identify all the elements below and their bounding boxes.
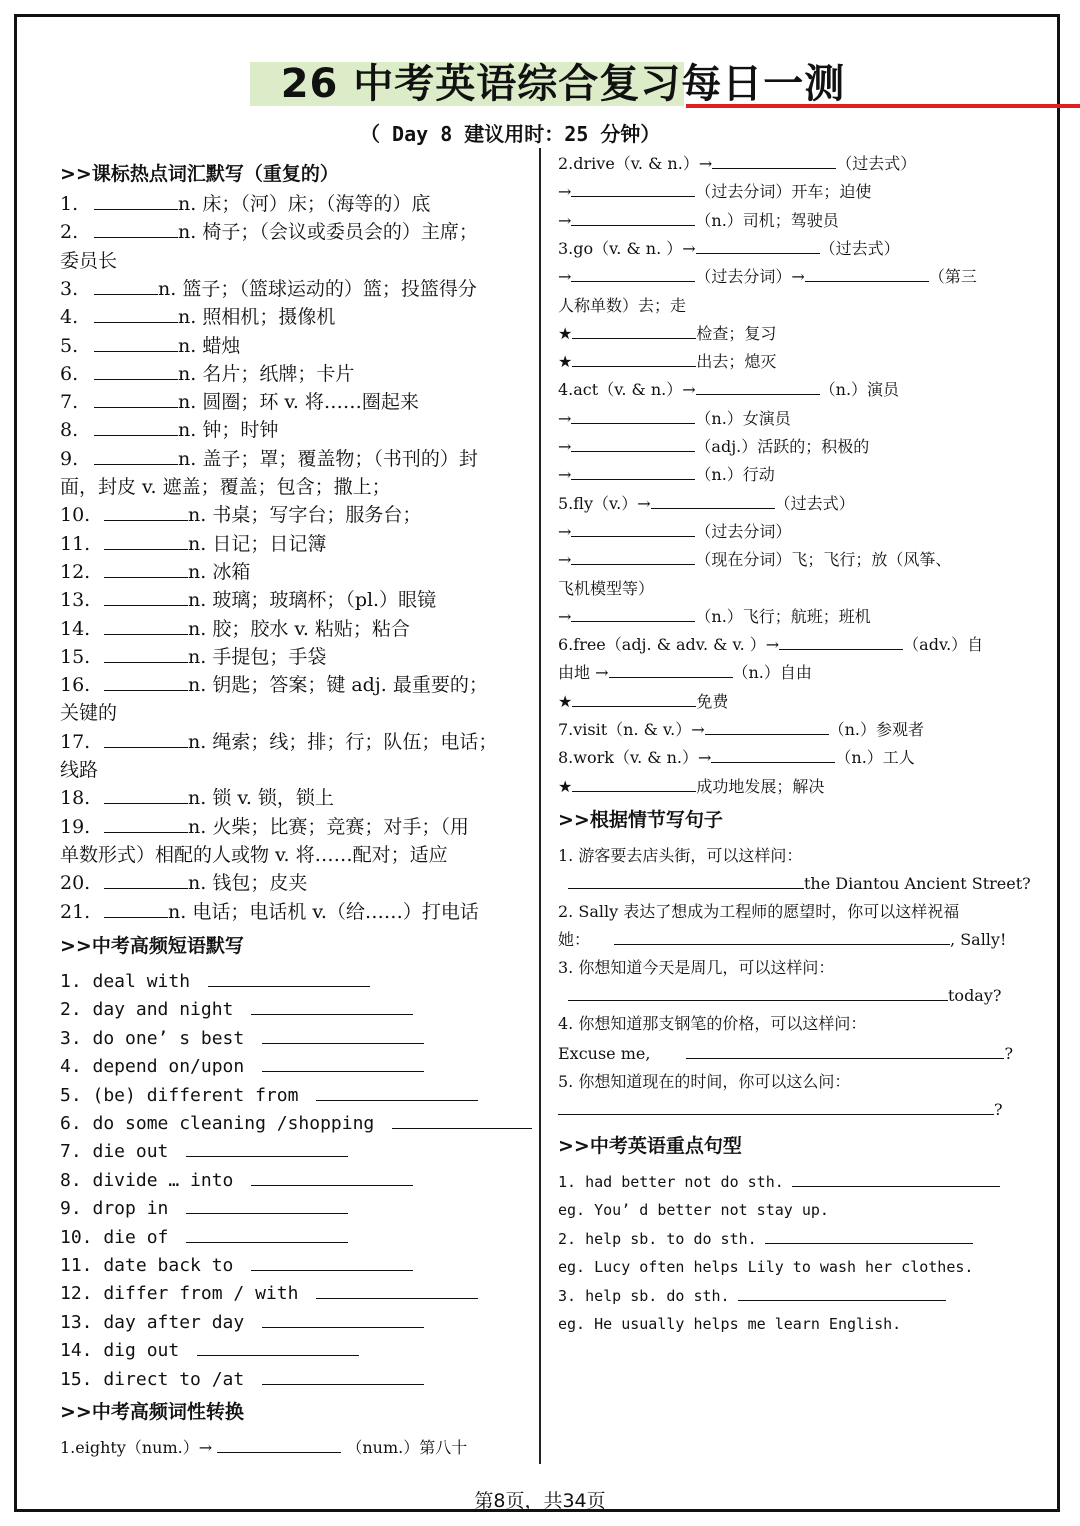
conversion-row [558,263,977,291]
phrase-item [60,1337,359,1365]
sentence-line [558,982,1001,1010]
answer-blank[interactable] [262,1366,424,1385]
sentence-text: 5. 你想知道现在的时间，你可以这么问： [558,1072,851,1091]
conversion-row [558,348,776,376]
item-number: 3. [60,277,79,300]
row-prompt: ★ [558,691,573,711]
answer-blank[interactable] [94,191,178,210]
row-suffix: （n.）司机；驾驶员 [695,210,839,230]
vocab-item [60,756,98,784]
row-suffix: 出去；熄灭 [696,352,777,372]
pattern-text: 2. help sb. to do sth. [558,1229,757,1248]
answer-blank[interactable] [571,603,695,622]
answer-blank[interactable] [711,744,835,763]
conversion-row [558,490,855,518]
item-text: n. 钥匙；答案；键 adj. 最重要的； [188,674,488,697]
item-text: n. 照相机；摄像机 [178,306,336,329]
answer-blank[interactable] [696,235,820,254]
item-number: 21. [60,900,91,923]
item-text: n. 锁 v. 锁，锁上 [188,787,334,810]
item-text: n. 床；（河）床；（海等的）底 [178,193,431,215]
row-suffix: （过去式） [774,493,855,513]
answer-blank[interactable] [392,1110,532,1129]
conversion-row [558,575,654,603]
row-suffix: （n.）工人 [835,748,915,768]
item-text: n. 椅子；（会议或委员会的）主席； [178,221,478,244]
vocab-item [60,190,430,218]
sentence-line [558,1010,866,1038]
vocab-item [60,388,419,416]
answer-blank[interactable] [792,1168,1000,1187]
item-number: 4. [60,306,79,329]
answer-blank[interactable] [572,773,696,792]
phrase-text: 11. date back to [60,1255,234,1276]
answer-blank[interactable] [609,659,733,678]
answer-blank[interactable] [316,1280,478,1299]
vocab-item [60,218,478,246]
answer-blank[interactable] [104,531,188,550]
phrase-text: 1. deal with [60,971,191,992]
sentence-line [558,926,1006,954]
conversion-row [558,688,728,716]
pattern-line [558,1168,1000,1196]
item-text: n. 火柴；比赛；竞赛；对手；（用 [188,815,469,838]
answer-blank[interactable] [571,405,695,424]
conversion-row [558,292,686,320]
item-text: n. 钱包；皮夹 [188,872,308,895]
conversion-suffix: （num.）第八十 [346,1438,468,1457]
conversion-row [558,659,812,687]
phrase-text: 7. die out [60,1141,169,1163]
item-text: n. 盖子；罩；覆盖物；（书刊的）封 [178,447,478,470]
item-number: 10. [60,504,91,527]
sentence-text: 她： [558,930,591,949]
sentence-text: 2. Sally 表达了想成为工程师的愿望时，你可以这样祝福 [558,902,960,921]
answer-blank[interactable] [104,870,188,889]
phrase-text: 14. dig out [60,1340,180,1362]
answer-blank[interactable] [94,389,178,408]
phrase-item [60,1280,478,1308]
answer-blank[interactable] [186,1224,348,1243]
row-suffix: 成功地发展；解决 [696,776,825,796]
item-text: n. 日记；日记簿 [188,532,327,555]
item-number: 18. [60,787,91,810]
row-prompt: → [558,210,572,230]
row-suffix: （n.）飞行；航班；班机 [695,606,871,626]
answer-blank[interactable] [572,320,696,339]
vocab-item [60,530,326,558]
vocab-item [60,784,334,812]
pattern-line [558,1253,973,1281]
conversion-item [60,1434,467,1462]
item-number: 17. [60,730,91,753]
phrase-text: 3. do one’ s best [60,1027,245,1049]
item-text: 线路 [60,759,99,781]
row-prompt: 3.go（v. & n. ）→ [558,238,696,258]
answer-blank[interactable] [316,1082,478,1101]
phrase-item [60,1366,424,1394]
answer-blank[interactable] [104,729,188,748]
row-prompt: 2.drive（v. & n.）→ [558,154,713,173]
row-prompt: ★ [558,323,573,343]
answer-blank[interactable] [571,433,695,452]
item-number: 11. [60,532,91,555]
conversion-row [558,150,916,178]
answer-blank[interactable] [568,870,804,889]
row-suffix: （过去分词）开车；迫使 [695,182,872,202]
vocab-item [60,813,469,841]
sentence-text: 3. 你想知道今天是周几，可以这样问： [558,958,835,977]
item-number: 2. [60,221,79,244]
row-prompt: 由地 → [558,663,609,683]
section-heading-sentences: >>根据情节写句子 [558,809,723,831]
row-prompt: → [558,606,572,626]
vocab-item [60,501,421,529]
answer-blank[interactable] [712,150,836,169]
row-suffix: （现在分词）飞；飞行；放（风筝、 [695,550,952,570]
title-block [250,60,876,108]
item-text: n. 书桌；写字台；服务台； [188,504,422,527]
vocab-item [60,558,250,586]
item-text: n. 圆圈；环 v. 将……圈起来 [178,391,419,414]
answer-blank[interactable] [571,207,695,226]
row-suffix: 免费 [696,691,729,711]
answer-blank[interactable] [805,263,929,282]
pattern-text: 3. help sb. do sth. [558,1286,730,1305]
vocab-item [60,332,240,360]
item-number: 16. [60,674,91,697]
phrase-text: 12. differ from / with [60,1283,299,1305]
answer-blank[interactable] [104,785,188,804]
pattern-line [558,1282,946,1310]
sentence-line [558,1096,1003,1124]
answer-blank[interactable] [651,490,775,509]
item-text: n. 手提包；手袋 [188,645,327,668]
phrase-item [60,1309,424,1337]
page-footer: 第8页，共34页 [474,1490,606,1512]
conversion-row [558,603,871,631]
item-number: 9. [60,447,79,470]
answer-blank[interactable] [104,644,188,663]
vocab-item [60,445,478,473]
phrase-item [60,1195,348,1223]
section-heading-conversion: >>中考高频词性转换 [60,1401,244,1423]
row-prompt: → [558,267,572,287]
answer-blank[interactable] [262,1309,424,1328]
row-prompt: 4.act（v. & n.）→ [558,380,696,400]
answer-blank[interactable] [571,178,695,197]
phrase-item [60,1138,348,1166]
item-number: 6. [60,362,79,385]
vocab-item [60,898,479,926]
phrase-text: 4. depend on/upon [60,1056,245,1078]
item-text: n. 冰箱 [188,560,251,583]
row-prompt: → [558,550,572,570]
vocab-item [60,247,117,275]
item-text: n. 玻璃；玻璃杯；（pl.）眼镜 [188,589,437,612]
phrase-item [60,1252,413,1280]
answer-blank[interactable] [571,546,695,565]
row-suffix: （过去式） [819,238,900,258]
row-prompt: → [558,408,572,428]
answer-blank[interactable] [94,417,178,436]
answer-blank[interactable] [262,1053,424,1072]
vocab-item [60,728,497,756]
section-heading-patterns: >>中考英语重点句型 [558,1135,742,1157]
answer-blank[interactable] [104,502,188,521]
phrase-item [60,996,413,1024]
answer-blank[interactable] [217,1434,341,1453]
sentence-text: 1. 游客要去店头街，可以这样问： [558,846,803,865]
answer-blank[interactable] [705,716,829,735]
phrase-text: 10. die of [60,1226,169,1248]
vocab-item [60,869,307,897]
item-text: 关键的 [60,702,118,725]
phrase-item [60,1110,532,1138]
sentence-text: 4. 你想知道那支钢笔的价格，可以这样问： [558,1014,867,1033]
item-number: 15. [60,645,91,668]
page-title: 26 中考英语综合复习每日一测 [280,61,846,107]
row-suffix-2: （第三 [928,267,977,287]
answer-blank[interactable] [186,1195,348,1214]
phrase-item [60,1224,348,1252]
phrase-text: 8. divide … into [60,1169,234,1191]
column-divider [539,148,541,1464]
row-prompt: → [558,465,572,485]
item-text: n. 绳索；线；排；行；队伍；电话； [188,730,498,753]
conversion-row [558,773,824,801]
answer-blank[interactable] [104,587,188,606]
answer-blank[interactable] [686,1040,1004,1059]
vocab-item [60,360,354,388]
phrase-item [60,1167,413,1195]
answer-blank[interactable] [94,304,178,323]
item-text: 单数形式）相配的人或物 v. 将……配对；适应 [60,843,448,866]
item-number: 8. [60,419,79,442]
vocab-item [60,473,391,501]
sentence-line [558,898,959,926]
answer-blank[interactable] [696,376,820,395]
phrase-text: 9. drop in [60,1198,169,1220]
answer-blank[interactable] [94,446,178,465]
conversion-row [558,376,899,404]
phrase-text: 5. (be) different from [60,1084,299,1106]
conversion-row [558,546,951,574]
phrase-text: 6. do some cleaning /shopping [60,1113,375,1134]
answer-blank[interactable] [94,361,178,380]
page-subtitle: （ Day 8 建议用时：25 分钟） [360,122,661,146]
answer-blank[interactable] [251,996,413,1015]
item-text: n. 电话；电话机 v.（给……）打电话 [168,900,479,923]
vocab-item [60,699,117,727]
pattern-text: eg. He usually helps me learn English. [558,1315,902,1333]
item-number: 20. [60,872,91,895]
row-prompt: ★ [558,776,573,796]
conversion-row [558,716,924,744]
conversion-row [558,461,775,489]
row-suffix: （过去式） [836,154,917,173]
pattern-line [558,1310,901,1338]
sentence-text: ? [994,1100,1003,1119]
phrase-item [60,968,370,996]
row-prompt: → [558,437,572,456]
item-number: 14. [60,617,91,640]
answer-blank[interactable] [104,814,188,833]
item-text: n. 胶；胶水 v. 粘贴；粘合 [188,617,410,640]
sentence-text: Excuse me, [558,1044,651,1063]
vocab-item [60,643,326,671]
conversion-prompt: 1.eighty（num.）→ [60,1438,213,1457]
answer-blank[interactable] [104,559,188,578]
row-suffix: 检查；复习 [696,323,777,343]
conversion-row [558,178,871,206]
conversion-row [558,405,791,433]
conversion-row [558,744,915,772]
phrase-item [60,1082,478,1110]
answer-blank[interactable] [94,276,158,295]
conversion-row [558,320,776,348]
conversion-row [558,433,869,461]
section-heading-phrases: >>中考高频短语默写 [60,935,244,957]
item-text: n. 名片；纸牌；卡片 [178,362,355,385]
row-prompt: 6.free（adj. & adv. & v. ）→ [558,635,780,655]
item-number: 1. [60,193,79,215]
answer-blank[interactable] [262,1025,424,1044]
row-suffix: （adj.）活跃的；积极的 [695,437,870,456]
answer-blank[interactable] [208,968,370,987]
answer-blank[interactable] [614,926,950,945]
sentence-line [558,842,802,870]
phrase-text: 13. day after day [60,1311,245,1333]
pattern-text: eg. Lucy often helps Lily to wash her clothes. [558,1258,974,1277]
answer-blank[interactable] [765,1225,973,1244]
answer-blank[interactable] [251,1252,413,1271]
sentence-line [558,1040,1013,1068]
phrase-text: 2. day and night [60,999,234,1021]
answer-blank[interactable] [94,219,178,238]
row-prompt: ★ [558,352,573,372]
row-prompt: → [558,521,572,541]
row-prompt: → [558,182,572,202]
vocab-item [60,841,448,869]
sentence-text: the Diantou Ancient Street? [804,874,1031,893]
conversion-row [558,631,983,659]
row-suffix: （过去分词） [695,521,792,541]
sentence-line [558,1068,850,1096]
item-number: 13. [60,589,91,612]
sentence-line [558,870,1031,898]
row-suffix: （n.）行动 [695,465,775,485]
item-number: 19. [60,815,91,838]
item-text: n. 篮子；（篮球运动的）篮；投篮得分 [158,277,477,300]
row-suffix: （n.）演员 [819,380,900,400]
answer-blank[interactable] [572,348,696,367]
vocab-item [60,303,335,331]
item-text: 面，封皮 v. 遮盖；覆盖；包含；撒上； [60,476,391,498]
section-heading-vocab: >>课标热点词汇默写（重复的） [60,163,339,185]
pattern-text: eg. You’ d better not stay up. [558,1201,829,1220]
sentence-text: , Sally! [950,930,1007,949]
item-number: 7. [60,391,79,414]
item-text: n. 蜡烛 [178,334,241,357]
answer-blank[interactable] [251,1167,413,1186]
conversion-row [558,235,900,263]
row-suffix: （过去分词）→ [695,267,805,287]
answer-blank[interactable] [571,518,695,537]
answer-blank[interactable] [738,1282,946,1301]
answer-blank[interactable] [571,263,695,282]
pattern-line [558,1196,829,1224]
row-prompt: 人称单数）去；走 [558,295,687,315]
answer-blank[interactable] [94,333,178,352]
conversion-row [558,518,791,546]
answer-blank[interactable] [197,1337,359,1356]
phrase-text: 15. direct to /at [60,1368,245,1390]
conversion-row [558,207,839,235]
row-suffix: （n.）参观者 [828,720,925,739]
sentence-text: today? [948,986,1002,1005]
answer-blank[interactable] [558,1096,994,1115]
answer-blank[interactable] [104,899,168,918]
row-suffix: （n.）自由 [732,663,812,683]
row-prompt: 飞机模型等） [558,578,655,598]
answer-blank[interactable] [186,1138,348,1157]
answer-blank[interactable] [104,672,188,691]
vocab-item [60,615,410,643]
sentence-line [558,954,834,982]
answer-blank[interactable] [572,688,696,707]
row-suffix: （n.）女演员 [695,408,791,428]
vocab-item [60,586,436,614]
pattern-text: 1. had better not do sth. [558,1173,784,1191]
phrase-item [60,1053,424,1081]
item-number: 12. [60,560,91,583]
pattern-line [558,1225,973,1253]
sentence-text: ? [1004,1044,1014,1063]
phrase-item [60,1025,424,1053]
item-text: n. 钟；时钟 [178,419,279,442]
answer-blank[interactable] [571,461,695,480]
answer-blank[interactable] [104,616,188,635]
answer-blank[interactable] [779,631,903,650]
row-prompt: 8.work（v. & n.）→ [558,748,712,768]
vocab-item [60,416,278,444]
row-suffix: （adv.）自 [903,635,984,655]
vocab-item [60,275,477,303]
vocab-item [60,671,488,699]
item-number: 5. [60,334,79,357]
answer-blank[interactable] [568,982,948,1001]
row-prompt: 5.fly（v.）→ [558,493,651,513]
item-text: 委员长 [60,249,118,272]
row-prompt: 7.visit（n. & v.）→ [558,720,705,739]
